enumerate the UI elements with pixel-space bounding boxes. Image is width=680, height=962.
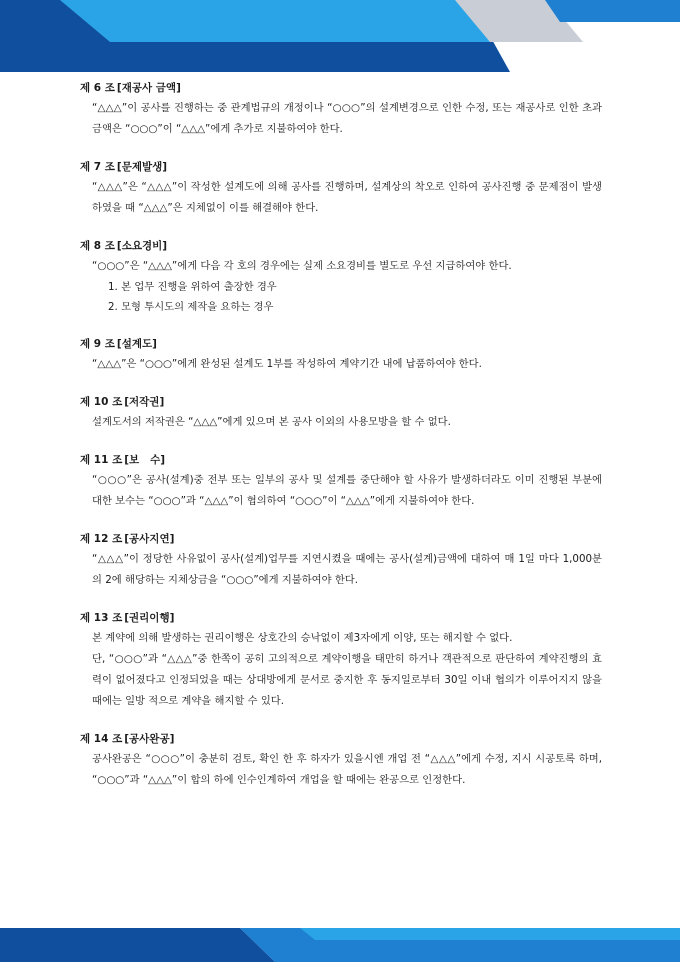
article-paragraph: 단, “○○○”과 “△△△”중 한쪽이 공히 고의적으로 계약이행을 태만히 하거나 객관적으로 판단하여 계약진행의 효력이 없어졌다고 인정되었을 때는 상대방에게 문서로 중지한 후 동지일로부터 30일 이내 협의가 이루어지지 않을 때에는 일방 적으로 계약을 해지할 수 있다. xyxy=(92,653,602,707)
article-heading xyxy=(80,531,602,547)
article-number: 제 14 조 xyxy=(80,733,123,745)
article-number: 제 8 조 xyxy=(80,240,115,252)
footer-banner-dark-band xyxy=(0,928,275,962)
article-number: 제 9 조 xyxy=(80,338,115,350)
article-title: [재공사 금액] xyxy=(116,82,181,94)
article-paragraph: “○○○”은 공사(설계)중 전부 또는 일부의 공사 및 설계를 중단해야 할 사유가 발생하더라도 이미 진행된 부분에 대한 보수는 “○○○”과 “△△△”이 협의하여 “○○○”이 “△△△”에게 지불하여야 한다. xyxy=(92,474,602,507)
article-heading xyxy=(80,610,602,626)
article-title: [공사완공] xyxy=(124,733,175,745)
footer-banner-sky-band xyxy=(300,928,680,940)
article-title: [설계도] xyxy=(116,338,157,350)
article-paragraph: “△△△”은 “○○○”에게 완성된 설계도 1부를 작성하여 계약기간 내에 납품하여야 한다. xyxy=(92,358,482,370)
article-paragraph: 본 계약에 의해 발생하는 권리이행은 상호간의 승낙없이 제3자에게 이양, 또는 해지할 수 없다. xyxy=(92,632,513,644)
article-title: [문제발생] xyxy=(116,161,168,173)
header-banner xyxy=(0,0,680,72)
article-heading xyxy=(80,452,602,468)
article-10 xyxy=(80,394,602,433)
article-paragraph: “△△△”은 “△△△”이 작성한 설계도에 의해 공사를 진행하며, 설계상의 착오로 인하여 공사진행 중 문제점이 발생하였을 때 “△△△”은 지체없이 이를 해결해야 한다. xyxy=(92,181,602,214)
article-number: 제 13 조 xyxy=(80,612,123,624)
article-13 xyxy=(80,610,602,712)
footer-banner xyxy=(0,928,680,962)
article-paragraph: “△△△”이 공사를 진행하는 중 관계법규의 개정이나 “○○○”의 설계변경으로 인한 수정, 또는 재공사로 인한 초과금액은 “○○○”이 “△△△”에게 추가로 지불하여야 한다. xyxy=(92,102,602,135)
article-heading xyxy=(80,731,602,747)
article-11 xyxy=(80,452,602,512)
article-8 xyxy=(80,238,602,317)
article-title: [공사지연] xyxy=(124,533,175,545)
article-paragraph: 공사완공은 “○○○”이 충분히 검토, 확인 한 후 하자가 있을시엔 개업 전 “△△△”에게 수정, 지시 시공토록 하며, “○○○”과 “△△△”이 합의 하에 인수인계하여 개업을 할 때에는 완공으로 인정한다. xyxy=(92,753,602,786)
article-title: [권리이행] xyxy=(124,612,175,624)
article-number: 제 11 조 xyxy=(80,454,123,466)
article-paragraph: 설계도서의 저작권은 “△△△”에게 있으며 본 공사 이외의 사용모방을 할 수 없다. xyxy=(92,416,451,428)
article-heading xyxy=(80,394,602,410)
article-number: 제 10 조 xyxy=(80,396,123,408)
article-heading xyxy=(80,336,602,352)
article-12 xyxy=(80,531,602,591)
article-heading xyxy=(80,80,602,96)
article-number: 제 6 조 xyxy=(80,82,115,94)
article-item-list xyxy=(108,277,602,317)
article-title: [보 수] xyxy=(124,454,166,466)
article-14 xyxy=(80,731,602,791)
list-item: 2. 모형 투시도의 제작을 요하는 경우 xyxy=(108,301,274,313)
contract-body xyxy=(80,80,602,810)
article-7 xyxy=(80,159,602,219)
article-number: 제 12 조 xyxy=(80,533,123,545)
article-6 xyxy=(80,80,602,140)
article-title: [저작권] xyxy=(124,396,165,408)
article-number: 제 7 조 xyxy=(80,161,115,173)
article-heading xyxy=(80,159,602,175)
header-banner-right-band xyxy=(545,0,680,22)
article-paragraph: “△△△”이 정당한 사유없이 공사(설계)업무를 지연시켰을 때에는 공사(설계)금액에 대하여 매 1일 마다 1,000분의 2에 해당하는 지체상금을 “○○○”에게 지불하여야 한다. xyxy=(92,553,602,586)
article-title: [소요경비] xyxy=(116,240,168,252)
list-item: 1. 본 업무 진행을 위하여 출장한 경우 xyxy=(108,281,277,293)
article-heading xyxy=(80,238,602,254)
article-9 xyxy=(80,336,602,375)
article-paragraph: “○○○”은 “△△△”에게 다음 각 호의 경우에는 실제 소요경비를 별도로 우선 지급하여야 한다. xyxy=(92,260,512,272)
